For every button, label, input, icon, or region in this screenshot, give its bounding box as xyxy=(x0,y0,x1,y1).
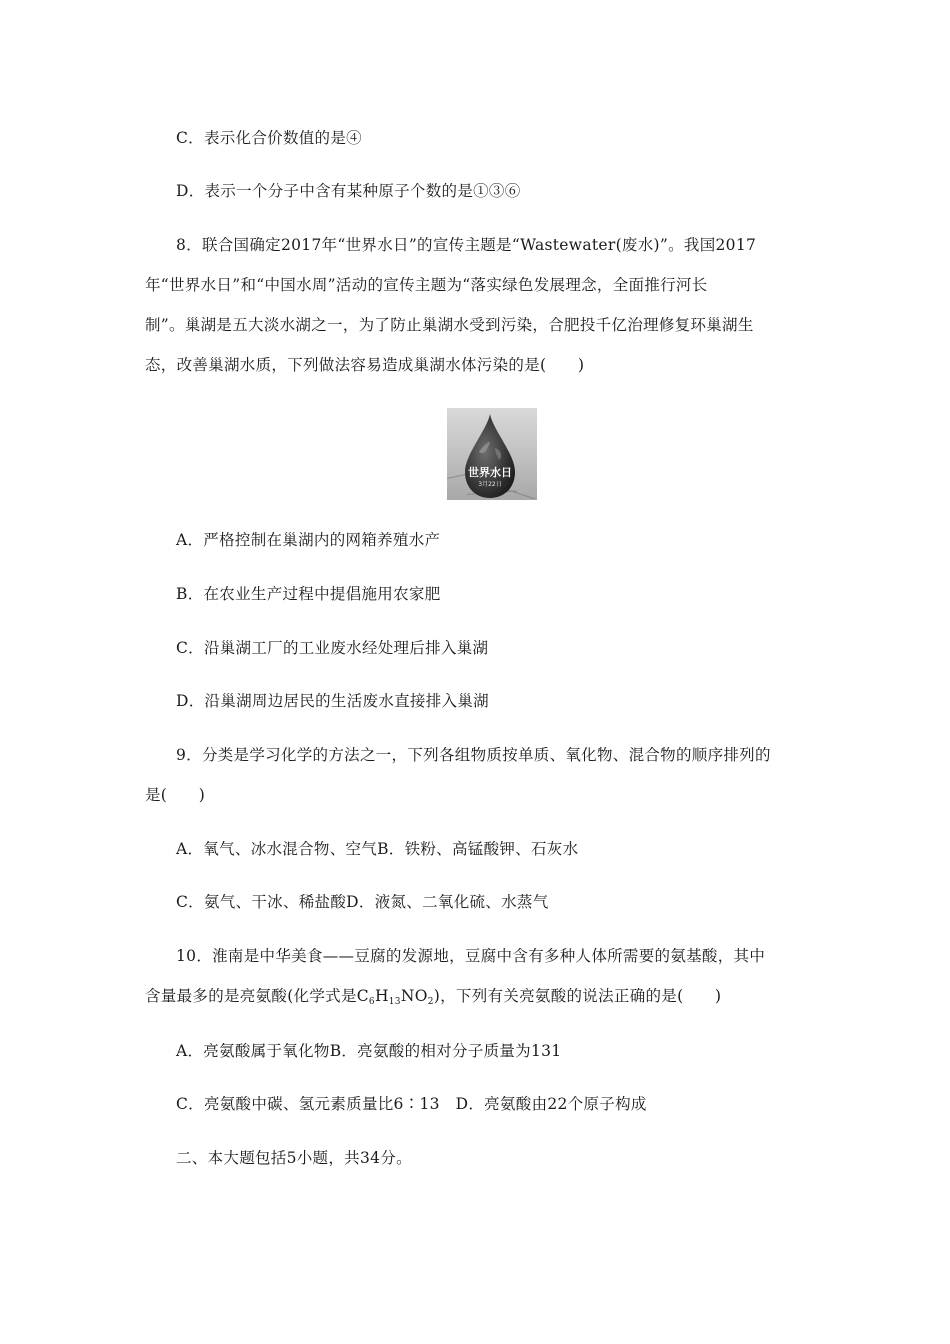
question-8-line-2: 年“世界水日”和“中国水周”活动的宣传主题为“落实绿色发展理念，全面推行河长 xyxy=(145,276,708,294)
options-cd-q10: C．亮氨酸中碳、氢元素质量比6∶13 D．亮氨酸由22个原子构成 xyxy=(176,1095,647,1113)
option-c-q8: C．沿巢湖工厂的工业废水经处理后排入巢湖 xyxy=(176,639,489,657)
options-cd-q9: C．氨气、干冰、稀盐酸D．液氮、二氧化硫、水蒸气 xyxy=(176,893,549,911)
option-b-q8: B．在农业生产过程中提倡施用农家肥 xyxy=(176,585,441,603)
option-a-q8: A．严格控制在巢湖内的网箱养殖水产 xyxy=(176,531,441,549)
option-c-q7: C．表示化合价数值的是④ xyxy=(176,129,362,147)
world-water-day-image xyxy=(447,408,537,500)
figure-date: 3月22日 xyxy=(478,481,502,488)
question-8-line-4: 态，改善巢湖水质，下列做法容易造成巢湖水体污染的是( ) xyxy=(145,356,585,374)
question-8-line-1: 8．联合国确定2017年“世界水日”的宣传主题是“Wastewater(废水)”。我国2017 xyxy=(176,236,757,254)
formula-suffix: )，下列有关亮氨酸的说法正确的是( ) xyxy=(433,987,722,1005)
option-d-q8: D．沿巢湖周边居民的生活废水直接排入巢湖 xyxy=(176,692,489,710)
option-d-q7: D．表示一个分子中含有某种原子个数的是①③⑥ xyxy=(176,182,521,200)
formula-no: NO xyxy=(400,987,428,1005)
section-2-heading: 二、本大题包括5小题，共34分。 xyxy=(176,1149,412,1167)
figure-title: 世界水日 xyxy=(468,466,512,479)
formula-h: H xyxy=(374,987,389,1005)
question-10-line-1: 10．淮南是中华美食——豆腐的发源地，豆腐中含有多种人体所需要的氨基酸，其中 xyxy=(176,947,766,965)
formula-sub-c: 6 xyxy=(368,997,375,1007)
options-ab-q9: A．氧气、冰水混合物、空气B．铁粉、高锰酸钾、石灰水 xyxy=(176,840,579,858)
question-9-line-2: 是( ) xyxy=(145,786,206,804)
formula-sub-o: 2 xyxy=(427,997,434,1007)
options-ab-q10: A．亮氨酸属于氧化物B．亮氨酸的相对分子质量为131 xyxy=(176,1042,562,1060)
question-9-line-1: 9．分类是学习化学的方法之一，下列各组物质按单质、氧化物、混合物的顺序排列的 xyxy=(176,746,771,764)
question-8-line-3: 制”。巢湖是五大淡水湖之一，为了防止巢湖水受到污染，合肥投千亿治理修复环巢湖生 xyxy=(145,316,754,334)
water-drop-icon xyxy=(457,412,523,500)
formula-prefix: 含量最多的是亮氨酸(化学式是C xyxy=(145,987,369,1005)
question-10-line-2 xyxy=(145,986,721,1006)
formula-sub-h: 13 xyxy=(388,997,401,1007)
